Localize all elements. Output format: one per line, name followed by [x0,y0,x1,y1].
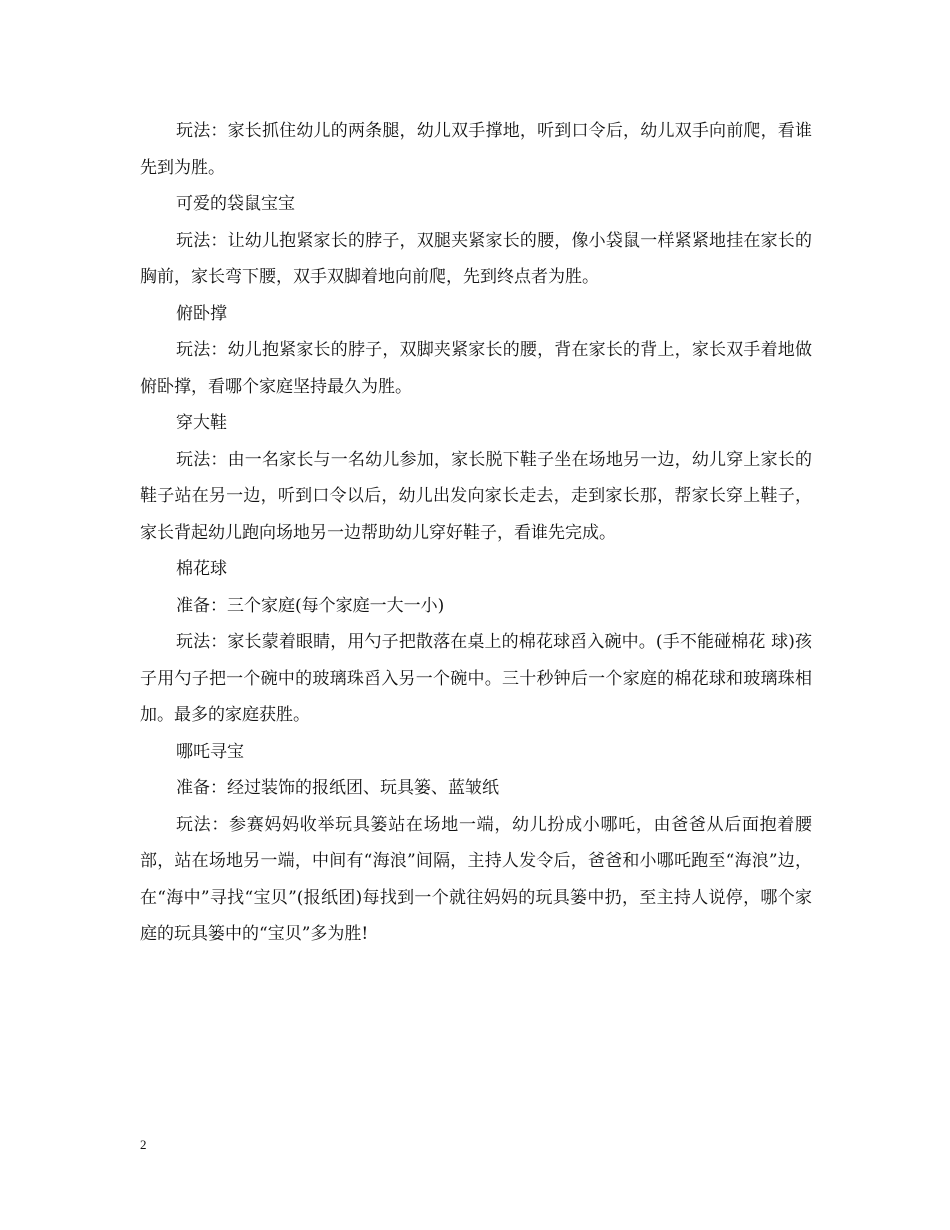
paragraph-cotton-ball-prep: 准备：三个家庭(每个家庭一大一小) [176,595,445,616]
paragraph-crawl-rules: 玩法：家长抓住幼儿的两条腿，幼儿双手撑地，听到口令后，幼儿双手向前爬，看谁先到为胜。 [140,121,812,178]
paragraph-nezha-prep: 准备：经过装饰的报纸团、玩具篓、蓝皱纸 [176,778,499,798]
paragraph-big-shoes-rules: 玩法：由一名家长与一名幼儿参加，家长脱下鞋子坐在场地另一边，幼儿穿上家长的鞋子站在另一边，听到口令以后，幼儿出发向家长走去，走到家长那，帮家长穿上鞋子，家长背起幼儿跑向场地另一边帮助幼儿穿好鞋子，看谁先完成。 [140,449,812,543]
paragraph-kangaroo-rules: 玩法：让幼儿抱紧家长的脖子，双腿夹紧家长的腰，像小袋鼠一样紧紧地挂在家长的胸前，家长弯下腰，双手双脚着地向前爬，先到终点者为胜。 [140,230,812,287]
heading-big-shoes: 穿大鞋 [176,413,227,433]
paragraph-cotton-ball-rules: 玩法：家长蒙着眼睛，用勺子把散落在桌上的棉花球舀入碗中。(手不能碰棉花 球)孩子用勺子把一个碗中的玻璃珠舀入另一个碗中。三十秒钟后一个家庭的棉花球和玻璃珠相加。最多的家庭获胜。 [140,632,812,725]
paragraph-pushup-rules: 玩法：幼儿抱紧家长的脖子，双脚夹紧家长的腰，背在家长的背上，家长双手着地做俯卧撑，看哪个家庭坚持最久为胜。 [140,340,812,397]
heading-kangaroo: 可爱的袋鼠宝宝 [176,194,295,214]
document-body [140,113,812,953]
paragraph-nezha-rules: 玩法：参赛妈妈收举玩具篓站在场地一端，幼儿扮成小哪吒，由爸爸从后面抱着腰部，站在场地另一端，中间有“海浪”间隔，主持人发令后，爸爸和小哪吒跑至“海浪”边，在“海中”寻找“宝贝”(报纸团)每找到一个就往妈妈的玩具篓中扔，至主持人说停，哪个家庭的玩具篓中的“宝贝”多为胜! [140,814,812,944]
heading-pushup: 俯卧撑 [176,303,227,324]
heading-cotton-ball: 棉花球 [176,559,227,579]
heading-nezha-treasure: 哪吒寻宝 [176,741,244,762]
page-number: 2 [140,1137,147,1152]
